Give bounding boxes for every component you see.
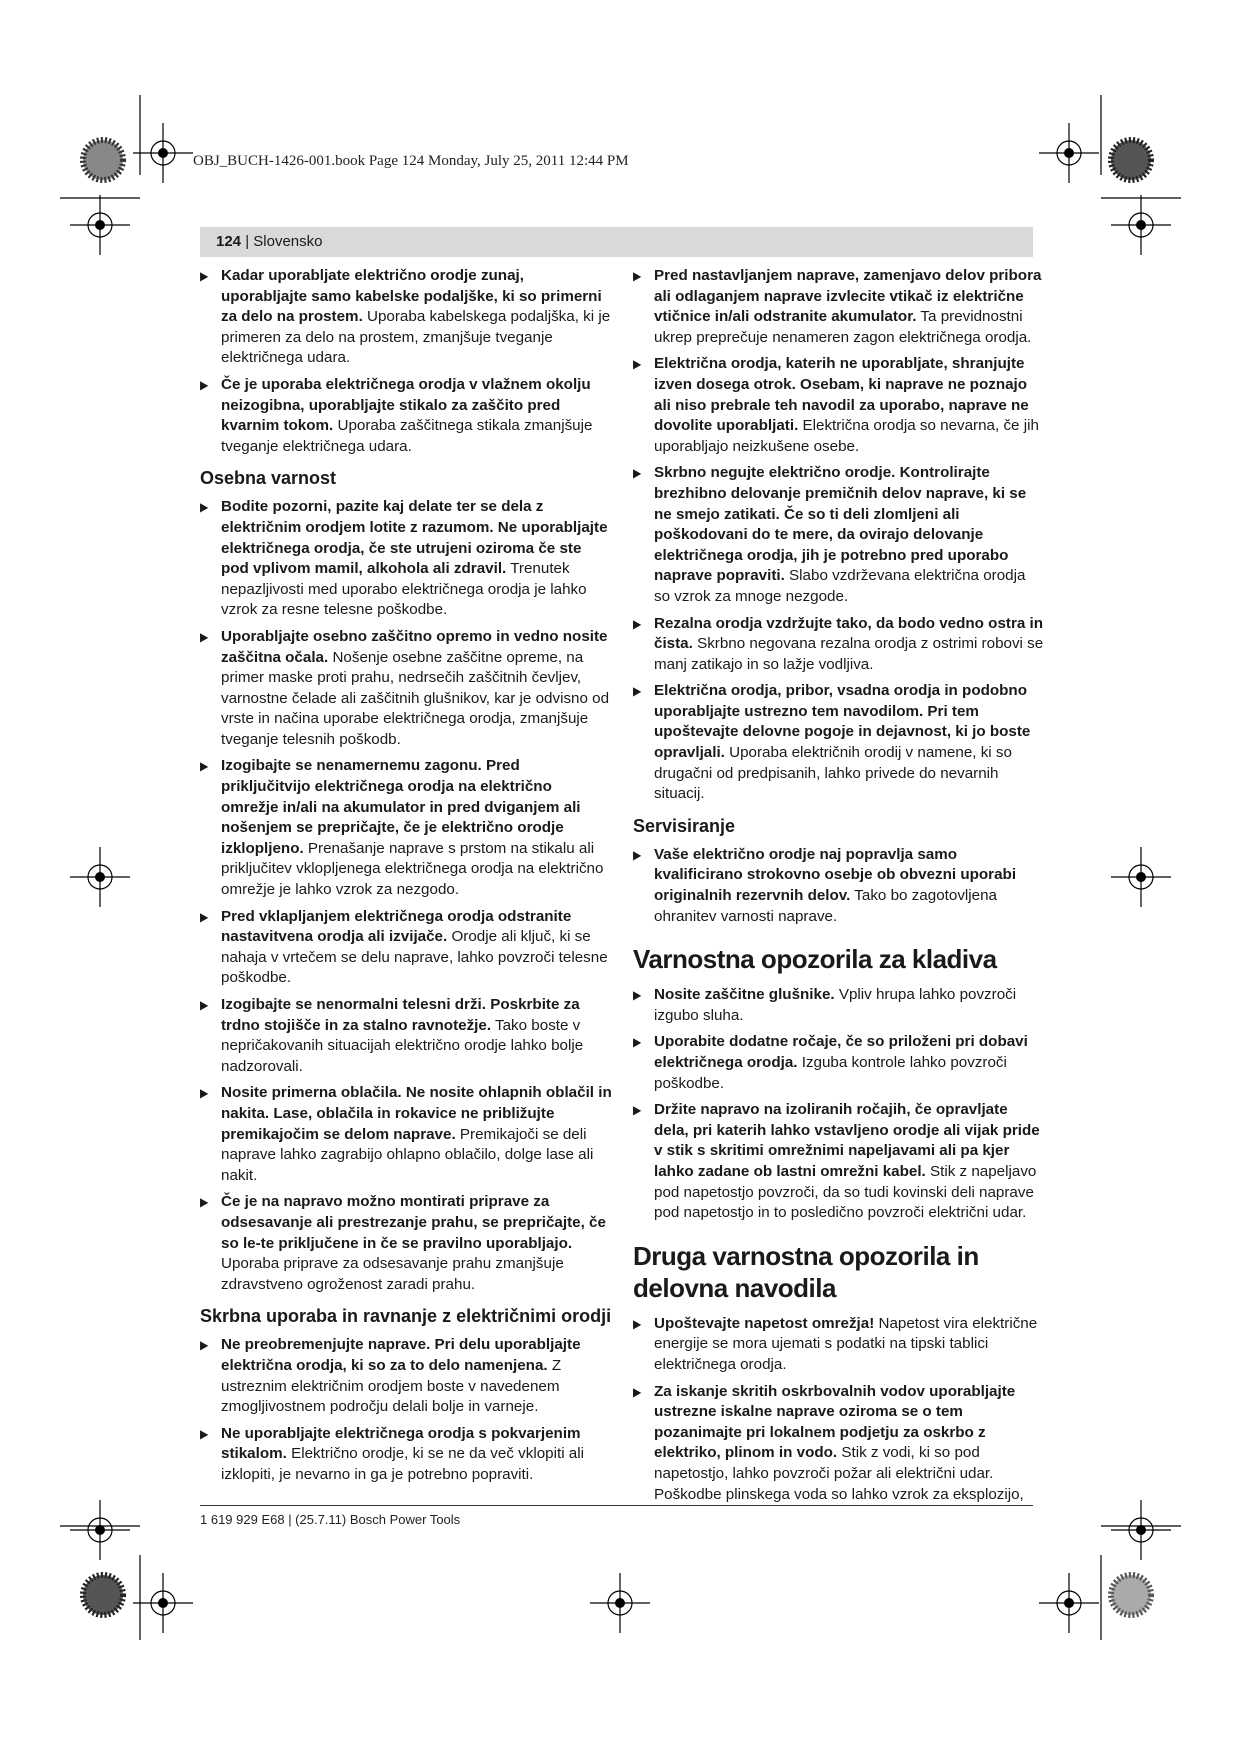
- heading-service: Servisiranje: [633, 815, 736, 836]
- list-item: [633, 681, 1045, 805]
- list-item: [200, 497, 612, 621]
- bullet-arrow-icon: ▶: [633, 466, 642, 481]
- right-items-other: [633, 1314, 1045, 1505]
- bullet-arrow-icon: ▶: [200, 1426, 209, 1441]
- item-body-text: Skrbno negovana rezalna orodja z ostrimi robovi se manj zatikajo in so lažje vodljiva.: [654, 635, 1044, 673]
- item-bold-text: Pred vklapljanjem električnega orodja odstranite nastavitvena orodja ali izvijače.: [221, 907, 572, 946]
- right-items-top: [633, 266, 1045, 805]
- item-bold-text: Pred nastavljanjem naprave, zamenjavo delov pribora ali odlaganjem naprave izvlecite vtikač iz električne vtičnice in/ali odstranite akumulator.: [654, 267, 1042, 326]
- list-item: [200, 627, 612, 751]
- item-bold-text: Če je na napravo možno montirati priprave za odsesavanje ali prestrezanje prahu, se prepričajte, če so le-te priključene in če se pravilno uporabljajo.: [221, 1193, 606, 1252]
- page-header: [216, 233, 322, 250]
- section-language: Slovensko: [253, 233, 323, 250]
- bullet-arrow-icon: ▶: [633, 357, 642, 372]
- item-body-text: Orodje ali ključ, ki se nahaja v vrtečem se delu naprave, lahko povzroči telesne poškodbe.: [221, 928, 608, 987]
- header-separator: |: [241, 233, 254, 250]
- item-bold-text: Nosite zaščitne glušnike.: [654, 986, 835, 1004]
- item-body-text: Premikajoči se deli naprave lahko zagrabijo ohlapno oblačilo, dolge lase ali nakit.: [221, 1125, 594, 1184]
- item-body-text: Prenašanje naprave s prstom na stikalu ali priključitev vklopljenega električnega orodja na električno omrežje je lahko vzrok za nezgodo.: [221, 839, 604, 899]
- item-bold-text: Električna orodja, pribor, vsadna orodja in podobno uporabljajte ustrezno tem navodilom. Pri tem upoštevajte delovne pogoje in dejavnost, ki jo boste opravljali.: [654, 682, 1031, 762]
- list-item: [200, 995, 612, 1077]
- right-items-service: [633, 845, 1045, 927]
- list-item: [633, 1382, 1045, 1506]
- item-body-text: Trenutek nepazljivosti med uporabo električnega orodja je lahko vzrok za resne telesne poškodbe.: [221, 560, 587, 619]
- footer-rule: [200, 1505, 1033, 1506]
- list-item: [200, 1192, 612, 1295]
- bullet-arrow-icon: ▶: [200, 500, 209, 515]
- right-column: [633, 266, 1045, 1511]
- bullet-arrow-icon: ▶: [633, 847, 642, 862]
- heading-other-warnings: Druga varnostna opozorila in delovna navodila: [633, 1240, 979, 1303]
- left-items-top: [200, 266, 612, 457]
- heading-tool-handling: Skrbna uporaba in ravnanje z električnimi orodji: [200, 1306, 612, 1327]
- item-bold-text: Upoštevajte napetost omrežja!: [654, 1314, 875, 1332]
- bullet-arrow-icon: ▶: [633, 1035, 642, 1050]
- item-body-text: Izguba kontrole lahko povzroči poškodbe.: [654, 1054, 1007, 1092]
- list-item: [200, 756, 612, 900]
- item-body-text: Uporaba priprave za odsesavanje prahu zmanjšuje zdravstveno ogroženost zaradi prahu.: [221, 1255, 564, 1293]
- item-bold-text: Vaše električno orodje naj popravlja samo kvalificirano strokovno osebje ob obvezni uporabi originalnih rezervnih delov.: [654, 845, 1017, 905]
- bullet-arrow-icon: ▶: [633, 616, 642, 631]
- item-bold-text: Skrbno negujte električno orodje. Kontrolirajte brezhibno delovanje premičnih delov naprave, ki se ne smejo zatikati. Če so ti deli zlomljeni ali poškodovani do te mere, da ovirajo delovanje električnega orodja, jih je potrebno pred uporabo naprave popraviti.: [654, 464, 1027, 585]
- item-bold-text: Uporabljajte osebno zaščitno opremo in vedno nosite zaščitna očala.: [221, 627, 608, 666]
- bullet-arrow-icon: ▶: [200, 909, 209, 924]
- item-bold-text: Ne uporabljajte električnega orodja s pokvarjenim stikalom.: [221, 1424, 581, 1463]
- list-item: [633, 354, 1045, 457]
- bullet-arrow-icon: ▶: [200, 1338, 209, 1353]
- page-header-band: [200, 227, 1033, 257]
- bullet-arrow-icon: ▶: [633, 1384, 642, 1399]
- bullet-arrow-icon: ▶: [200, 759, 209, 774]
- list-item: [200, 907, 612, 989]
- item-body-text: Stik z vodi, ki so pod napetostjo, lahko povzroči požar ali električni udar. Poškodbe plinskega voda so lahko vzrok za eksplozijo,: [654, 1444, 1024, 1503]
- footer-text: 1 619 929 E68 | (25.7.11) Bosch Power Tools: [200, 1512, 461, 1527]
- bullet-arrow-icon: ▶: [200, 629, 209, 644]
- list-item: [633, 1032, 1045, 1094]
- list-item: [633, 1100, 1045, 1224]
- item-bold-text: Izogibajte se nenormalni telesni drži. Poskrbite za trdno stojišče in za stalno ravnotežje.: [221, 996, 580, 1034]
- item-body-text: Uporaba zaščitnega stikala zmanjšuje tveganje električnega udara.: [221, 417, 593, 455]
- list-item: [633, 266, 1045, 348]
- bullet-arrow-icon: ▶: [200, 377, 209, 392]
- list-item: [633, 614, 1045, 676]
- item-body-text: Električno orodje, ki se ne da več vklopiti ali izklopiti, je nevarno in ga je potrebno popraviti.: [221, 1445, 584, 1483]
- bullet-arrow-icon: ▶: [200, 1086, 209, 1101]
- page-number: 124: [216, 233, 242, 250]
- item-bold-text: Za iskanje skritih oskrbovalnih vodov uporabljajte ustrezne iskalne naprave oziroma se o tem pozanimajte pri lokalnem podjetju za oskrbo z elektriko, plinom in vodo.: [654, 1382, 1016, 1462]
- item-bold-text: Električna orodja, katerih ne uporabljate, shranjujte izven dosega otrok. Osebam, ki naprave ne poznajo ali niso prebrale teh navodil za uporabo, naprave ne dovolite uporabljati.: [654, 355, 1029, 435]
- list-item: [200, 1083, 612, 1186]
- left-column: [200, 266, 612, 1491]
- right-items-hammers: [633, 985, 1045, 1224]
- item-bold-text: Uporabite dodatne ročaje, če so priloženi pri dobavi električnega orodja.: [654, 1033, 1028, 1071]
- list-item: [633, 463, 1045, 607]
- item-bold-text: Nosite primerna oblačila. Ne nosite ohlapnih oblačil in nakita. Lase, oblačila in rokavice ne približujte premikajočim se delom naprave.: [221, 1084, 612, 1143]
- bullet-arrow-icon: ▶: [200, 1195, 209, 1210]
- item-body-text: Tako bo zagotovljena ohranitev varnosti naprave.: [654, 887, 997, 925]
- item-bold-text: Če je uporaba električnega orodja v vlažnem okolju neizogibna, uporabljajte stikalo za zaščito pred kvarnim tokom.: [221, 375, 591, 435]
- list-item: [200, 266, 612, 369]
- bullet-arrow-icon: ▶: [633, 269, 642, 283]
- item-body-text: Stik z napeljavo pod napetostjo povzroči, da so tudi kovinski deli naprave pod napetostjo in to posledično povzroči električni udar.: [654, 1162, 1037, 1222]
- bullet-arrow-icon: ▶: [200, 269, 209, 283]
- item-bold-text: Držite napravo na izoliranih ročajih, če opravljate dela, pri katerih lahko vstavljeno orodje ali vijak pride v stik s skritimi omrežnimi napeljavami ali pa kjer lahko zadane ob lastni omrežni kabel.: [654, 1101, 1040, 1180]
- list-item: [200, 1424, 612, 1486]
- item-bold-text: Izogibajte se nenamernemu zagonu. Pred priključitvijo električnega orodja na električno omrežje in/ali na akumulator in pred dviganjem ali nošenjem se prepričajte, če je električno orodje izklopljeno.: [221, 757, 581, 857]
- print-header: OBJ_BUCH-1426-001.book Page 124 Monday, July 25, 2011 12:44 PM: [193, 153, 629, 169]
- item-body-text: Vpliv hrupa lahko povzroči izgubo sluha.: [654, 986, 1017, 1024]
- list-item: [200, 1335, 612, 1417]
- item-body-text: Ta previdnostni ukrep preprečuje nenameren zagon električnega orodja.: [654, 308, 1032, 346]
- item-body-text: Napetost vira električne energije se mora ujemati s podatki na tipski tablici električnega orodja.: [654, 1314, 1038, 1373]
- item-body-text: Tako boste v nepričakovanih situacijah električno orodje lahko bolje nadzorovali.: [221, 1016, 584, 1075]
- bullet-arrow-icon: ▶: [633, 1316, 642, 1331]
- left-items-handling: [200, 1335, 612, 1485]
- item-bold-text: Kadar uporabljate električno orodje zunaj, uporabljajte samo kabelske podaljške, ki so primerni za delo na prostem.: [221, 267, 602, 326]
- bullet-arrow-icon: ▶: [200, 998, 209, 1012]
- list-item: [200, 375, 612, 457]
- item-bold-text: Ne preobremenjujte naprave. Pri delu uporabljajte električna orodja, ki so za to delo namenjena.: [221, 1336, 581, 1374]
- bullet-arrow-icon: ▶: [633, 988, 642, 1003]
- list-item: [633, 985, 1045, 1026]
- heading-hammer-warnings: Varnostna opozorila za kladiva: [633, 944, 997, 975]
- item-body-text: Z ustreznim električnim orodjem boste v navedenem zmogljivostnem področju delali bolje in varneje.: [221, 1356, 562, 1416]
- item-body-text: Uporaba električnih orodij v namene, ki so drugačni od predpisanih, lahko privede do nevarnih situacij.: [654, 744, 1012, 803]
- left-items-personal: [200, 497, 612, 1295]
- bullet-arrow-icon: ▶: [633, 1103, 642, 1118]
- item-bold-text: Bodite pozorni, pazite kaj delate ter se dela z električnim orodjem lotite z razumom. Ne uporabljajte električnega orodja, če ste utrujeni oziroma če ste pod vplivom mamil, alkohola ali zdravil.: [221, 498, 608, 578]
- item-bold-text: Rezalna orodja vzdržujte tako, da bodo vedno ostra in čista.: [654, 614, 1044, 653]
- item-body-text: Nošenje osebne zaščitne opreme, na primer maske proti prahu, nedrsečih zaščitnih čevljev, varnostne čelade ali zaščitnih glušnikov, kar je odvisno od vrste in načina uporabe električnega orodja, zmanjšuje tveganje telesnih poškodb.: [221, 648, 610, 748]
- list-item: [633, 845, 1045, 927]
- heading-personal-safety: Osebna varnost: [200, 468, 337, 489]
- list-item: [633, 1314, 1045, 1376]
- item-body-text: Slabo vzdrževana električna orodja so vzrok za mnoge nezgode.: [654, 567, 1026, 605]
- bullet-arrow-icon: ▶: [633, 684, 642, 699]
- item-body-text: Električna orodja so nevarna, če jih uporabljajo neizkušene osebe.: [654, 417, 1039, 455]
- item-body-text: Uporaba kabelskega podaljška, ki je primeren za delo na prostem, zmanjšuje tveganje električnega udara.: [221, 308, 611, 367]
